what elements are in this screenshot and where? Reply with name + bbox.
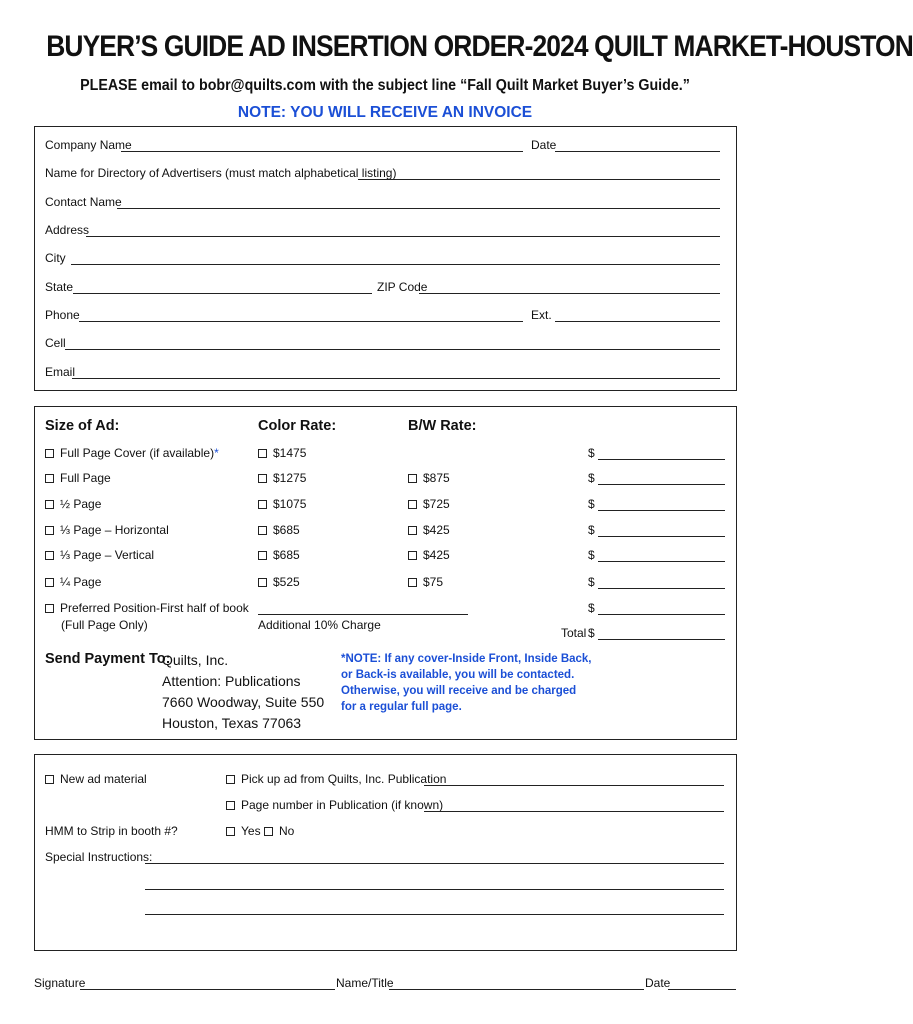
total-label: Total bbox=[561, 626, 587, 640]
signature-label: Signature bbox=[34, 976, 86, 990]
ext-field[interactable] bbox=[555, 321, 720, 322]
company-name-label: Company Name bbox=[45, 138, 132, 152]
contact-name-label: Contact Name bbox=[45, 195, 122, 209]
page-title: BUYER’S GUIDE AD INSERTION ORDER-2024 QUILT MARKET-HOUSTON bbox=[46, 30, 913, 63]
amount-field[interactable] bbox=[598, 561, 725, 562]
checkbox[interactable] bbox=[408, 474, 417, 483]
dollar-sign: $ bbox=[588, 497, 595, 511]
email-field[interactable] bbox=[72, 378, 720, 379]
checkbox[interactable] bbox=[45, 500, 54, 509]
rate-row-size[interactable]: ⅓ Page – Horizontal bbox=[45, 523, 169, 537]
preferred-position-note: (Full Page Only) bbox=[61, 618, 148, 632]
checkbox[interactable] bbox=[226, 801, 235, 810]
send-payment-label: Send Payment To: bbox=[45, 651, 171, 667]
checkbox[interactable] bbox=[408, 578, 417, 587]
checkbox[interactable] bbox=[258, 526, 267, 535]
dollar-sign: $ bbox=[588, 626, 595, 640]
checkbox[interactable] bbox=[258, 474, 267, 483]
amount-field[interactable] bbox=[598, 614, 725, 615]
color-rate-option[interactable]: $1075 bbox=[258, 497, 306, 511]
additional-charge-label: Additional 10% Charge bbox=[258, 618, 381, 632]
new-ad-material-option[interactable]: New ad material bbox=[45, 772, 147, 786]
bw-rate-option[interactable]: $75 bbox=[408, 575, 443, 589]
invoice-note: NOTE: YOU WILL RECEIVE AN INVOICE bbox=[237, 104, 533, 121]
city-label: City bbox=[45, 251, 66, 265]
address-label: Address bbox=[45, 223, 90, 237]
bw-rate-option[interactable]: $875 bbox=[408, 471, 450, 485]
cover-note-line: Otherwise, you will receive and be charged bbox=[341, 685, 577, 697]
rate-row-size[interactable]: Full Page bbox=[45, 471, 111, 485]
signature-date-field[interactable] bbox=[668, 989, 736, 990]
cell-field[interactable] bbox=[65, 349, 720, 350]
checkbox[interactable] bbox=[408, 526, 417, 535]
state-label: State bbox=[45, 280, 74, 294]
payment-line: Houston, Texas 77063 bbox=[162, 715, 302, 731]
checkbox[interactable] bbox=[408, 551, 417, 560]
special-instructions-label: Special Instructions: bbox=[45, 850, 153, 864]
special-instructions-field[interactable] bbox=[145, 863, 724, 864]
email-label: Email bbox=[45, 365, 76, 379]
checkbox[interactable] bbox=[264, 827, 273, 836]
ext-label: Ext. bbox=[531, 308, 552, 322]
checkbox[interactable] bbox=[226, 827, 235, 836]
color-rate-option[interactable]: $685 bbox=[258, 523, 300, 537]
zip-field[interactable] bbox=[419, 293, 720, 294]
checkbox[interactable] bbox=[45, 449, 54, 458]
checkbox[interactable] bbox=[45, 578, 54, 587]
page-number-field[interactable] bbox=[424, 811, 724, 812]
state-field[interactable] bbox=[73, 293, 372, 294]
dollar-sign: $ bbox=[588, 575, 595, 589]
amount-field[interactable] bbox=[598, 588, 725, 589]
directory-name-label: Name for Directory of Advertisers (must match alphabetical listing) bbox=[45, 166, 397, 180]
pickup-publication-field[interactable] bbox=[424, 785, 724, 786]
size-of-ad-header: Size of Ad: bbox=[45, 418, 120, 434]
date-label: Date bbox=[531, 138, 557, 152]
date-field[interactable] bbox=[555, 151, 720, 152]
cell-label: Cell bbox=[45, 336, 66, 350]
city-field[interactable] bbox=[71, 264, 720, 265]
hmm-strip-label: HMM to Strip in booth #? bbox=[45, 824, 178, 838]
payment-line: 7660 Woodway, Suite 550 bbox=[162, 694, 325, 710]
color-rate-option[interactable]: $685 bbox=[258, 548, 300, 562]
color-rate-header: Color Rate: bbox=[258, 418, 337, 434]
total-field[interactable] bbox=[598, 639, 725, 640]
bw-rate-option[interactable]: $425 bbox=[408, 523, 450, 537]
dollar-sign: $ bbox=[588, 523, 595, 537]
color-rate-option[interactable]: $1475 bbox=[258, 446, 306, 460]
preferred-position-option[interactable]: Preferred Position-First half of book bbox=[45, 601, 249, 615]
yes-option[interactable]: Yes bbox=[226, 824, 261, 838]
zip-label: ZIP Code bbox=[377, 280, 428, 294]
payment-address bbox=[162, 650, 324, 734]
checkbox[interactable] bbox=[45, 775, 54, 784]
payment-line: Attention: Publications bbox=[162, 673, 301, 689]
checkbox[interactable] bbox=[45, 474, 54, 483]
signature-date-label: Date bbox=[645, 976, 671, 990]
checkbox[interactable] bbox=[408, 500, 417, 509]
checkbox[interactable] bbox=[45, 551, 54, 560]
email-instructions: PLEASE email to bobr@quilts.com with the subject line “Fall Quilt Market Buyer’s Guide.” bbox=[80, 77, 690, 94]
dollar-sign: $ bbox=[588, 548, 595, 562]
phone-label: Phone bbox=[45, 308, 80, 322]
cover-note-line: for a regular full page. bbox=[341, 701, 462, 713]
rate-row-size[interactable]: ⅓ Page – Vertical bbox=[45, 548, 154, 562]
checkbox[interactable] bbox=[45, 604, 54, 613]
checkbox[interactable] bbox=[258, 578, 267, 587]
name-title-label: Name/Title bbox=[336, 976, 394, 990]
no-option[interactable]: No bbox=[264, 824, 294, 838]
dollar-sign: $ bbox=[588, 471, 595, 485]
phone-field[interactable] bbox=[79, 321, 523, 322]
company-name-field[interactable] bbox=[121, 151, 523, 152]
checkbox[interactable] bbox=[258, 551, 267, 560]
bw-rate-option[interactable]: $725 bbox=[408, 497, 450, 511]
rate-row-size[interactable]: Full Page Cover (if available)* bbox=[45, 446, 219, 460]
amount-field[interactable] bbox=[598, 536, 725, 537]
color-rate-option[interactable]: $1275 bbox=[258, 471, 306, 485]
amount-field[interactable] bbox=[598, 484, 725, 485]
name-title-field[interactable] bbox=[389, 989, 644, 990]
color-rate-option[interactable]: $525 bbox=[258, 575, 300, 589]
checkbox[interactable] bbox=[226, 775, 235, 784]
bw-rate-option[interactable]: $425 bbox=[408, 548, 450, 562]
signature-field[interactable] bbox=[80, 989, 335, 990]
special-instructions-field[interactable] bbox=[145, 914, 724, 915]
bw-rate-header: B/W Rate: bbox=[408, 418, 477, 434]
cover-note-line: *NOTE: If any cover-Inside Front, Inside Back, bbox=[341, 653, 592, 665]
directory-name-field[interactable] bbox=[358, 179, 720, 180]
pickup-ad-option[interactable]: Pick up ad from Quilts, Inc. Publication bbox=[226, 772, 446, 786]
cover-note bbox=[341, 651, 592, 715]
payment-line: Quilts, Inc. bbox=[162, 652, 229, 668]
address-field[interactable] bbox=[86, 236, 720, 237]
additional-charge-field[interactable] bbox=[258, 614, 468, 615]
rate-row-size[interactable]: ¼ Page bbox=[45, 575, 101, 589]
contact-name-field[interactable] bbox=[117, 208, 720, 209]
checkbox[interactable] bbox=[258, 449, 267, 458]
dollar-sign: $ bbox=[588, 446, 595, 460]
checkbox[interactable] bbox=[45, 526, 54, 535]
checkbox[interactable] bbox=[258, 500, 267, 509]
dollar-sign: $ bbox=[588, 601, 595, 615]
rate-row-size[interactable]: ½ Page bbox=[45, 497, 101, 511]
amount-field[interactable] bbox=[598, 510, 725, 511]
cover-note-line: or Back-is available, you will be contacted. bbox=[341, 669, 575, 681]
special-instructions-field[interactable] bbox=[145, 889, 724, 890]
amount-field[interactable] bbox=[598, 459, 725, 460]
page-number-option[interactable]: Page number in Publication (if known) bbox=[226, 798, 443, 812]
